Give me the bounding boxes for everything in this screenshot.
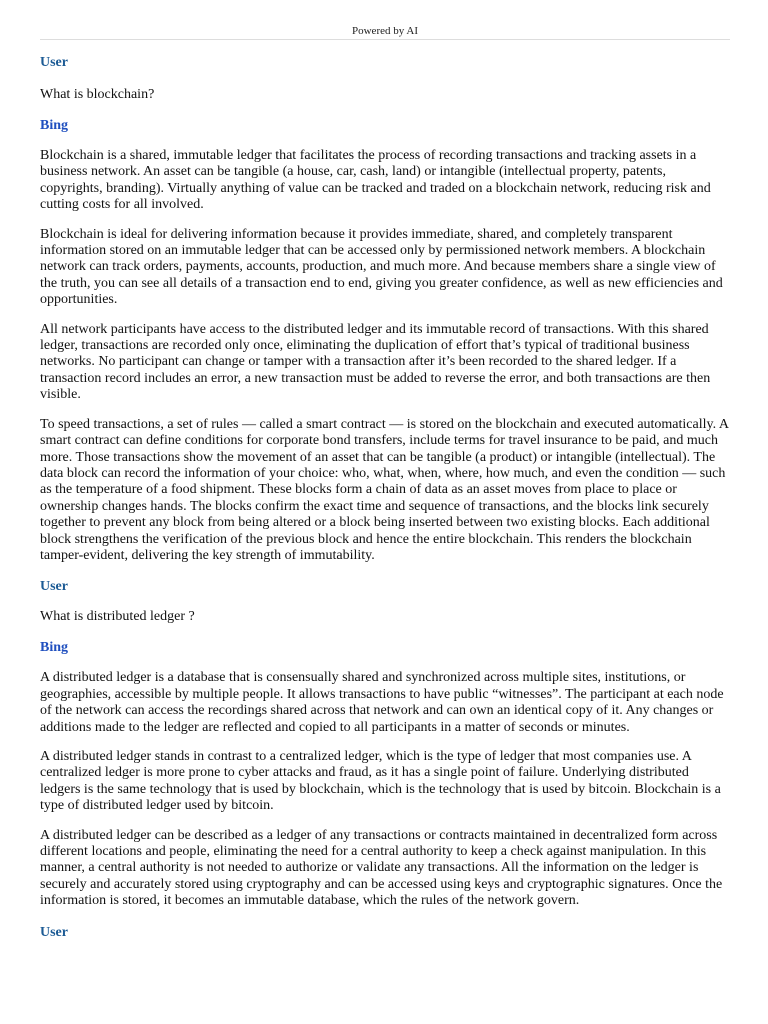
speaker-label-bing: Bing [40,640,69,656]
speaker-label-user: User [40,55,68,70]
speaker-label-user: User [40,924,68,940]
answer-paragraph: All network participants have access to the distributed ledger and its immutable record of transactions. With this shared ledger, transactions are recorded only once, eliminating the duplication of effort that’s typical of traditional business networks. No participant can change or tamper with a transaction after it’s been recorded to the shared ledger. If a transaction record includes an error, a new transaction must be added to reverse the error, and both transactions are then visible. [40,321,711,403]
user-question: What is blockchain? [40,87,155,102]
chat-transcript [40,53,732,941]
answer-paragraph: A distributed ledger stands in contrast to a centralized ledger, which is the type of ledger that most companies use. A centralized ledger is more prone to cyber attacks and fraud, as it has a single point of failure. Underlying distributed ledgers is the same technology that is used by blockchain, which is the technology that is used by bitcoin. Blockchain is a type of distributed ledger used by bitcoin. [40,748,721,814]
speaker-label-bing: Bing [40,118,69,133]
answer-paragraph: To speed transactions, a set of rules — called a smart contract — is stored on the blockchain and executed automatically. A smart contract can define conditions for corporate bond transfers, include terms for travel insurance to be paid, and much more. Those transactions show the movement of an asset that can be tangible (a product) or intangible (intellectual). The data block can record the information of your choice: who, what, when, where, how much, and even the condition — such as the temperature of a food shipment. These blocks form a chain of data as an asset moves from place to place or ownership changes hands. The blocks confirm the exact time and sequence of transactions, and the blocks link securely together to prevent any block from being altered or a block being inserted between two existing blocks. Each additional block strengthens the verification of the previous block and hence the entire blockchain. This renders the blockchain tamper-evident, delivering the key strength of immutability. [40,416,729,563]
powered-by-label: Powered by AI [352,25,418,37]
page-header [40,24,730,40]
speaker-label-user: User [40,579,68,595]
answer-paragraph: Blockchain is a shared, immutable ledger that facilitates the process of recording transactions and tracking assets in a business network. An asset can be tangible (a house, car, cash, land) or intangible (intellectual property, patents, copyrights, branding). Virtually anything of value can be tracked and traded on a blockchain network, reducing risk and cutting costs for all involved. [40,148,711,213]
answer-paragraph: A distributed ledger is a database that is consensually shared and synchronized across multiple sites, institutions, or geographies, accessible by multiple people. It allows transactions to have public “witnesses”. The participant at each node of the network can access the recordings shared across that network and can own an identical copy of it. Any changes or additions made to the ledger are reflected and copied to all participants in a matter of seconds or minutes. [40,670,724,735]
answer-paragraph: A distributed ledger can be described as a ledger of any transactions or contracts maintained in decentralized form across different locations and people, eliminating the need for a central authority to keep a check against manipulation. In this manner, a central authority is not needed to authorize or validate any transactions. All the information on the ledger is securely and accurately stored using cryptography and can be accessed using keys and cryptographic signatures. Once the information is stored, it becomes an immutable database, which the rules of the network govern. [40,827,723,909]
answer-paragraph: Blockchain is ideal for delivering information because it provides immediate, shared, and completely transparent information stored on an immutable ledger that can be accessed only by permissioned network members. A blockchain network can track orders, payments, accounts, production, and much more. And because members share a single view of the truth, you can see all details of a transaction end to end, giving you greater confidence, as well as new efficiencies and opportunities. [40,226,723,308]
user-question: What is distributed ledger ? [40,609,195,625]
